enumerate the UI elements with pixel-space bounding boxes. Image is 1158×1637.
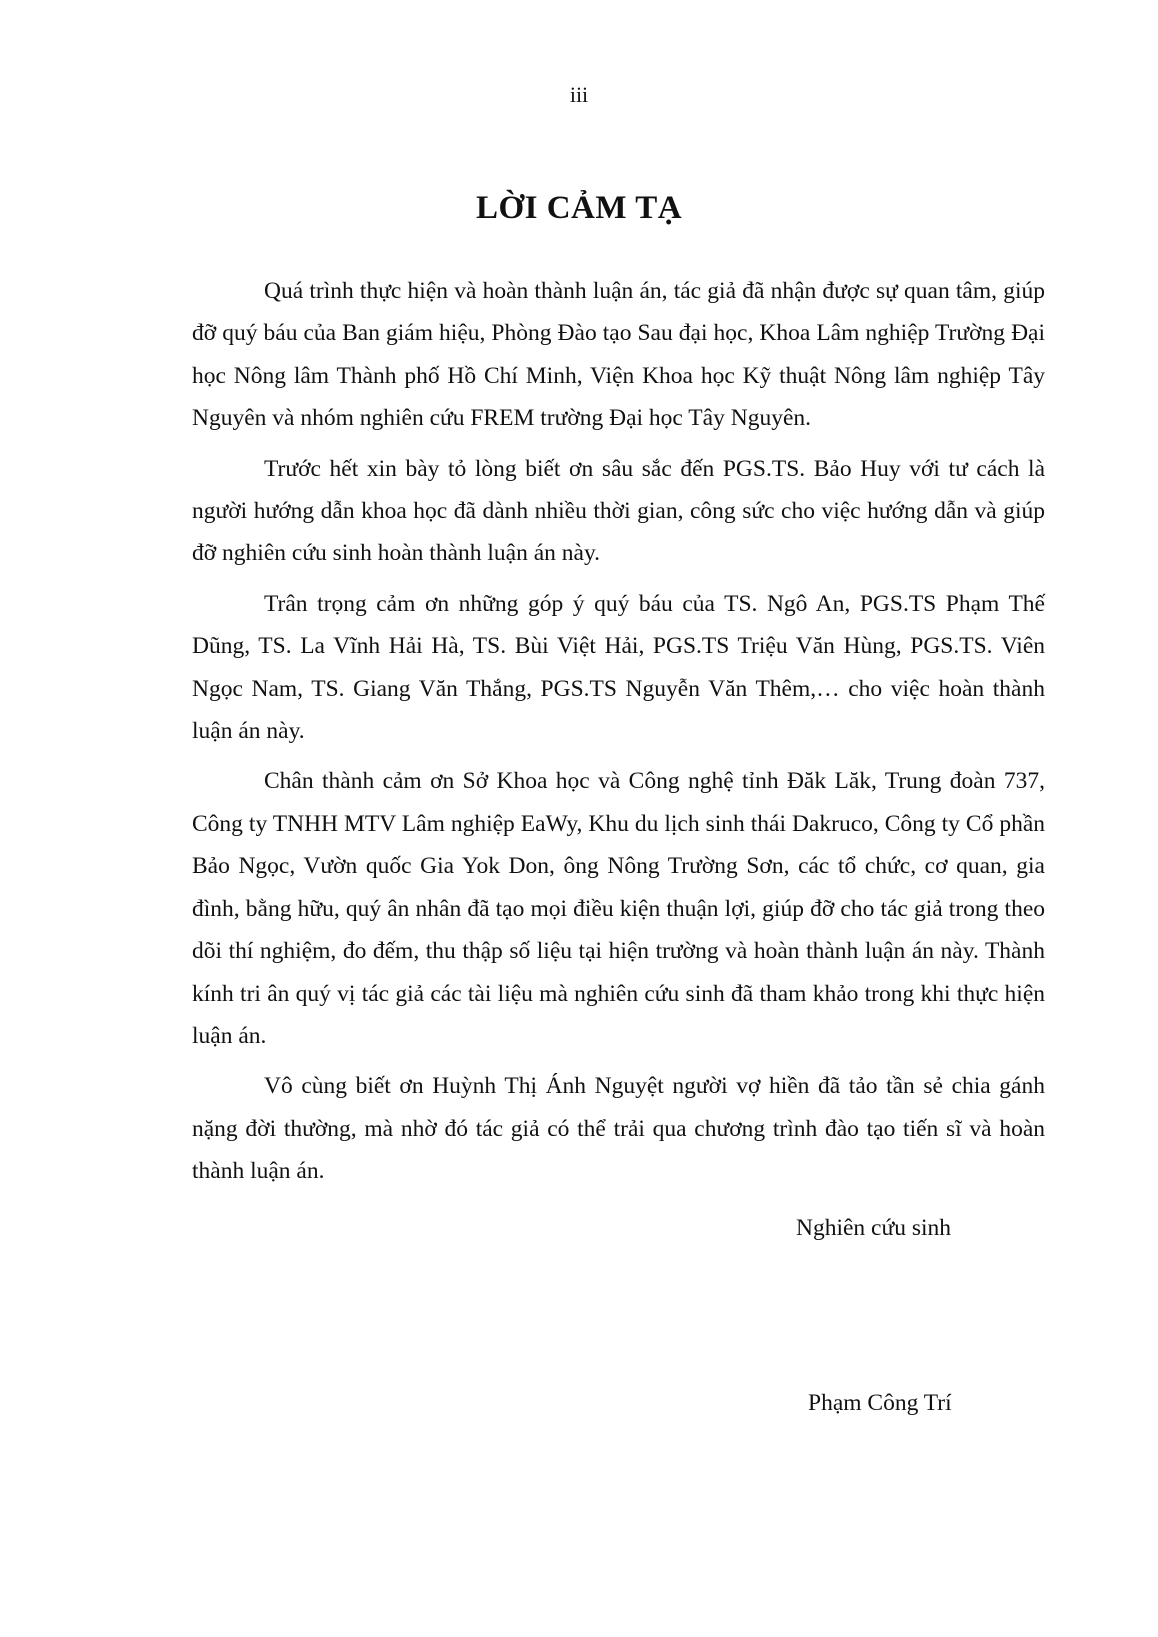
acknowledgement-body — [192, 270, 1045, 1201]
paragraph-organizations: Chân thành cảm ơn Sở Khoa học và Công nghệ tỉnh Đăk Lăk, Trung đoàn 737, Công ty TNHH MTV Lâm nghiệp EaWy, Khu du lịch sinh thái Dakruco, Công ty Cổ phần Bảo Ngọc, Vườn quốc Gia Yok Don, ông Nông Trường Sơn, các tổ chức, cơ quan, gia đình, bằng hữu, quý ân nhân đã tạo mọi điều kiện thuận lợi, giúp đỡ cho tác giả trong theo dõi thí nghiệm, đo đếm, thu thập số liệu tại hiện trường và hoàn thành luận án này. Thành kính tri ân quý vị tác giả các tài liệu mà nghiên cứu sinh đã tham khảo trong khi thực hiện luận án. — [192, 768, 1045, 1049]
signature-name: Phạm Công Trí — [808, 1390, 952, 1416]
paragraph-supervisor: Trước hết xin bày tỏ lòng biết ơn sâu sắc đến PGS.TS. Bảo Huy với tư cách là người hướng dẫn khoa học đã dành nhiều thời gian, công sức cho việc hướng dẫn và giúp đỡ nghiên cứu sinh hoàn thành luận án này. — [192, 455, 1045, 567]
paragraph-reviewers: Trân trọng cảm ơn những góp ý quý báu của TS. Ngô An, PGS.TS Phạm Thế Dũng, TS. La Vĩnh Hải Hà, TS. Bùi Việt Hải, PGS.TS Triệu Văn Hùng, PGS.TS. Viên Ngọc Nam, TS. Giang Văn Thắng, PGS.TS Nguyễn Văn Thêm,… cho việc hoàn thành luận án này. — [192, 590, 1045, 745]
page-number: iii — [569, 82, 589, 107]
signature-role: Nghiên cứu sinh — [796, 1215, 952, 1241]
paragraph-family: Vô cùng biết ơn Huỳnh Thị Ánh Nguyệt người vợ hiền đã tảo tần sẻ chia gánh nặng đời thường, mà nhờ đó tác giả có thể trải qua chương trình đào tạo tiến sĩ và hoàn thành luận án. — [192, 1073, 1045, 1185]
page-title: LỜI CẢM TẠ — [475, 190, 683, 226]
paragraph-institutions: Quá trình thực hiện và hoàn thành luận án, tác giả đã nhận được sự quan tâm, giúp đỡ quý báu của Ban giám hiệu, Phòng Đào tạo Sau đại học, Khoa Lâm nghiệp Trường Đại học Nông lâm Thành phố Hồ Chí Minh, Viện Khoa học Kỹ thuật Nông lâm nghiệp Tây Nguyên và nhóm nghiên cứu FREM trường Đại học Tây Nguyên. — [192, 278, 1045, 432]
